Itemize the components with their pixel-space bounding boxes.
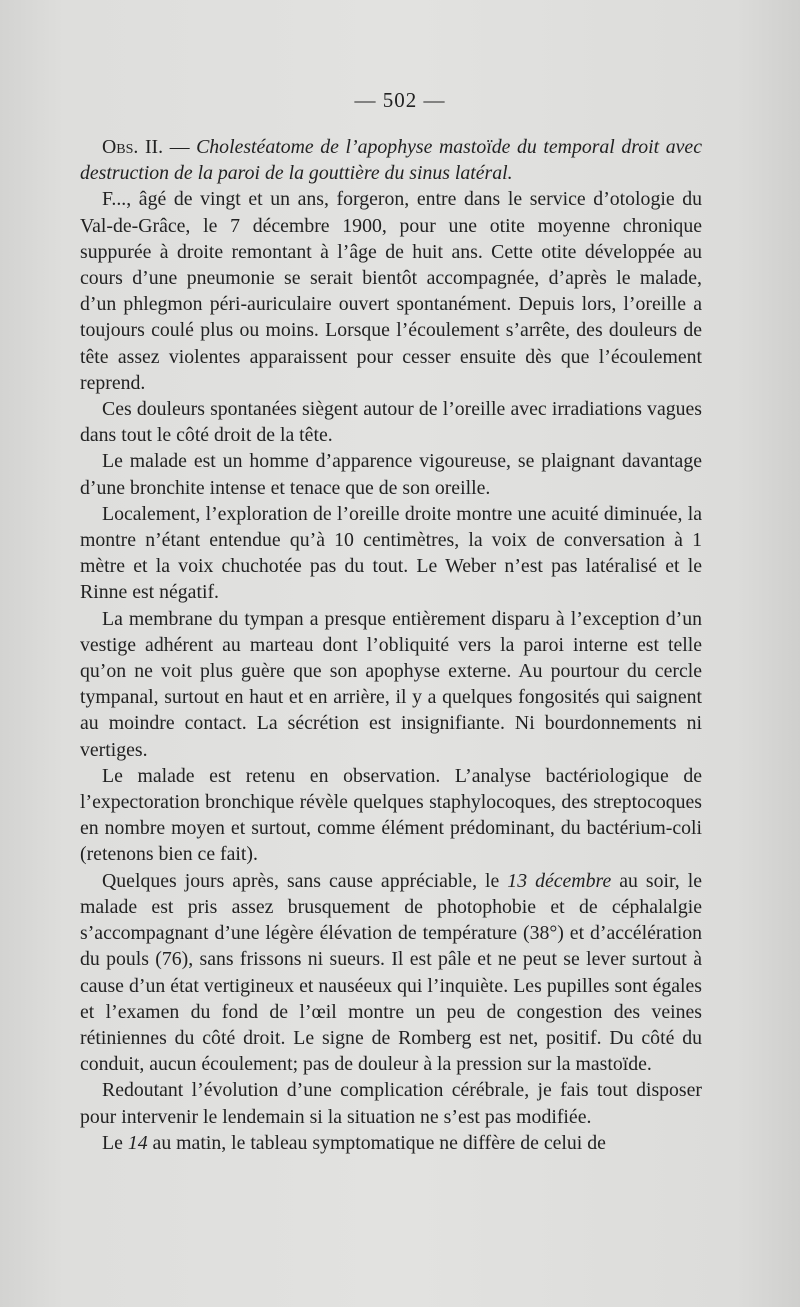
paragraph	[80, 501, 702, 606]
paragraph-text: La membrane du tympan a presque entièrement disparu à l’exception d’un vestige adhérent au marteau dont l’obliquité vers la paroi interne est telle qu’on ne voit plus guère que son apophyse externe. Au pourtour du cercle tympanal, surtout en haut et en arrière, il y a quelques fongosités qui saignent au moindre contact. La sécrétion est insignifiante. Ni bourdonnements ni vertiges.	[80, 607, 702, 761]
paragraph-text: F..., âgé de vingt et un ans, forgeron, entre dans le service d’otologie du Val-de-Grâce, le 7 décembre 1900, pour une otite moyenne chronique suppurée à droite remontant à l’âge de huit ans. Cette otite développée au cours d’une pneumonie se serait bientôt accompagnée, d’après le malade, d’un phlegmon péri-auriculaire ouvert spontanément. Depuis lors, l’oreille a toujours coulé plus ou moins. Lorsque l’écoulement s’arrête, des douleurs de tête assez violentes apparaissent pour cesser ensuite dès que l’écoulement reprend.	[80, 188, 702, 394]
paragraph-text: Le malade est un homme d’apparence vigoureuse, se plaignant davantage d’une bronchite intense et tenace que de son oreille.	[80, 450, 702, 499]
observation-title: Cholestéatome de l’apophyse mastoïde du temporal droit avec destruction de la paroi de la gouttière du sinus latéral.	[80, 136, 702, 185]
paragraph-text: Localement, l’exploration de l’oreille droite montre une acuité diminuée, la montre n’étant entendue qu’à 10 centimètres, la voix de conversation à 1 mètre et la voix chuchotée pas du tout. Le Weber n’est pas latéralisé et le Rinne est négatif.	[80, 502, 702, 604]
paragraph	[80, 1077, 702, 1129]
paragraph	[80, 448, 702, 500]
paragraph-text: Le	[102, 1131, 128, 1154]
paragraph-text: au matin, le tableau symptomatique ne diffère de celui de	[147, 1131, 606, 1154]
body-text	[80, 134, 702, 1156]
paragraph	[80, 1130, 702, 1156]
observation-dash: —	[163, 136, 197, 158]
paragraph	[80, 396, 702, 448]
page-number: — 502 —	[354, 88, 446, 112]
paragraph	[80, 186, 702, 396]
paragraph-text: Ces douleurs spontanées siègent autour de l’oreille avec irradiations vagues dans tout le côté droit de la tête.	[80, 398, 702, 447]
italic-text: 13 décembre	[507, 869, 612, 892]
paragraph-list	[80, 186, 702, 1156]
paragraph	[80, 763, 702, 868]
italic-text: 14	[127, 1131, 148, 1154]
observation-label: Obs. II.	[102, 136, 164, 158]
paragraph-text: Quelques jours après, sans cause appréciable, le	[102, 869, 508, 892]
paragraph	[80, 606, 702, 763]
paragraph-text: Redoutant l’évolution d’une complication cérébrale, je fais tout disposer pour intervenir le lendemain si la situation ne s’est pas modifiée.	[80, 1079, 702, 1128]
observation-heading	[80, 134, 702, 186]
paragraph	[80, 868, 702, 1078]
paragraph-text: au soir, le malade est pris assez brusquement de photophobie et de céphalalgie s’accompagnant d’une légère élévation de température (38°) et d’accélération du pouls (76), sans frissons ni sueurs. Il est pâle et ne peut se lever surtout à cause d’un état vertigineux et nauséeux qui l’inquiète. Les pupilles sont égales et l’examen du fond de l’œil montre un peu de congestion des veines rétiniennes du côté droit. Le signe de Romberg est net, positif. Du côté du conduit, aucun écoulement; pas de douleur à la pression sur la mastoïde.	[80, 869, 702, 1076]
paragraph-text: Le malade est retenu en observation. L’analyse bactériologique de l’expectoration bronchique révèle quelques staphylocoques, des streptocoques en nombre moyen et surtout, comme élément prédominant, du bactérium-coli (retenons bien ce fait).	[80, 764, 702, 866]
